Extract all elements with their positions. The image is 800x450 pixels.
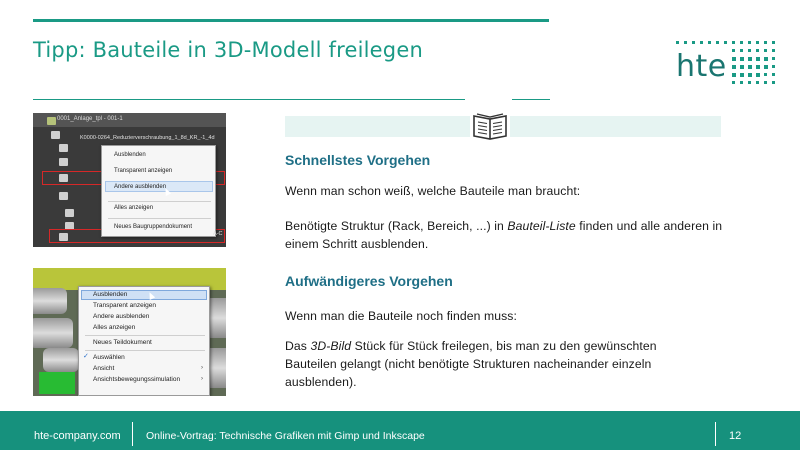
menu-separator [108, 201, 211, 202]
slide-title: Tipp: Bauteile in 3D-Modell freilegen [33, 38, 423, 62]
context-menu [78, 286, 210, 396]
footer-talk-title: Online-Vortrag: Technische Grafiken mit Gimp und Inkscape [146, 430, 425, 442]
tree-title: 0001_Anlage_tpl - 001-1 [57, 116, 123, 122]
footer-bar [0, 411, 800, 450]
menu-item-andere-ausblenden[interactable]: Andere ausblenden [93, 313, 150, 320]
book-icon [470, 110, 510, 140]
menu-separator [108, 218, 211, 219]
green-selection [39, 372, 75, 394]
submenu-arrow-icon: › [201, 365, 203, 371]
checkmark-icon: ✓ [83, 353, 89, 360]
menu-item-ausblenden[interactable]: Ausblenden [93, 291, 128, 298]
menu-item-ausblenden[interactable]: Ausblenden [114, 152, 146, 158]
menu-separator [85, 350, 205, 351]
context-menu [101, 145, 216, 237]
tree-row-label: K0000-0264_Reduzierverschraubung_1_8d_KR_-1_4d [80, 135, 215, 141]
section1-body: Benötigte Struktur (Rack, Bereich, ...) in Bauteil-Liste finden und alle anderen in einem Schritt ausblenden. [285, 219, 723, 251]
cube-icon [47, 117, 56, 125]
section2-heading: Aufwändigeres Vorgehen [285, 273, 453, 289]
screenshot-component-tree [33, 113, 226, 247]
menu-item-andere-ausblenden[interactable]: Andere ausblenden [114, 184, 167, 190]
cube-icon [59, 192, 68, 200]
cube-icon [65, 209, 74, 217]
title-underline-right [512, 99, 550, 100]
pipe-shape [33, 318, 73, 348]
section1-intro: Wenn man schon weiß, welche Bauteile man braucht: [285, 184, 581, 198]
menu-item-auswaehlen[interactable]: Auswählen [93, 354, 125, 361]
section2-intro: Wenn man die Bauteile noch finden muss: [285, 309, 517, 323]
cube-icon [51, 131, 60, 139]
menu-item-transparent[interactable]: Transparent anzeigen [93, 302, 156, 309]
section1-heading: Schnellstes Vorgehen [285, 152, 431, 168]
tree-row-suffix: A-C [213, 231, 223, 237]
screenshot-3d-view [33, 268, 226, 396]
menu-item-transparent[interactable]: Transparent anzeigen [114, 168, 173, 174]
menu-item-ansichtsbewegungssimulation[interactable]: Ansichtsbewegungssimulation [93, 376, 181, 383]
menu-item-neues-baugruppendokument[interactable]: Neues Baugruppendokument [114, 224, 193, 230]
menu-item-neues-teildokument[interactable]: Neues Teildokument [93, 339, 152, 346]
menu-separator [85, 335, 205, 336]
cube-icon [59, 144, 68, 152]
logo-wordmark: hte [676, 49, 727, 84]
submenu-arrow-icon: › [201, 376, 203, 382]
title-underline [33, 99, 465, 100]
page-number: 12 [729, 430, 742, 442]
section2-body: Das 3D-Bild Stück für Stück freilegen, bis man zu den gewünschten Bauteilen gelangt (nicht benötigte Strukturen nacheinander einzeln ausblenden). [285, 339, 657, 389]
cube-icon [59, 158, 68, 166]
menu-item-alles-anzeigen[interactable]: Alles anzeigen [93, 324, 136, 331]
top-accent-rule [33, 19, 549, 22]
pipe-shape [33, 288, 67, 314]
pipe-shape [43, 348, 79, 372]
menu-item-alles-anzeigen[interactable]: Alles anzeigen [114, 205, 154, 211]
menu-item-ansicht[interactable]: Ansicht [93, 365, 115, 372]
footer-divider [715, 422, 716, 446]
footer-divider [132, 422, 133, 446]
footer-url[interactable]: hte-company.com [34, 430, 121, 442]
